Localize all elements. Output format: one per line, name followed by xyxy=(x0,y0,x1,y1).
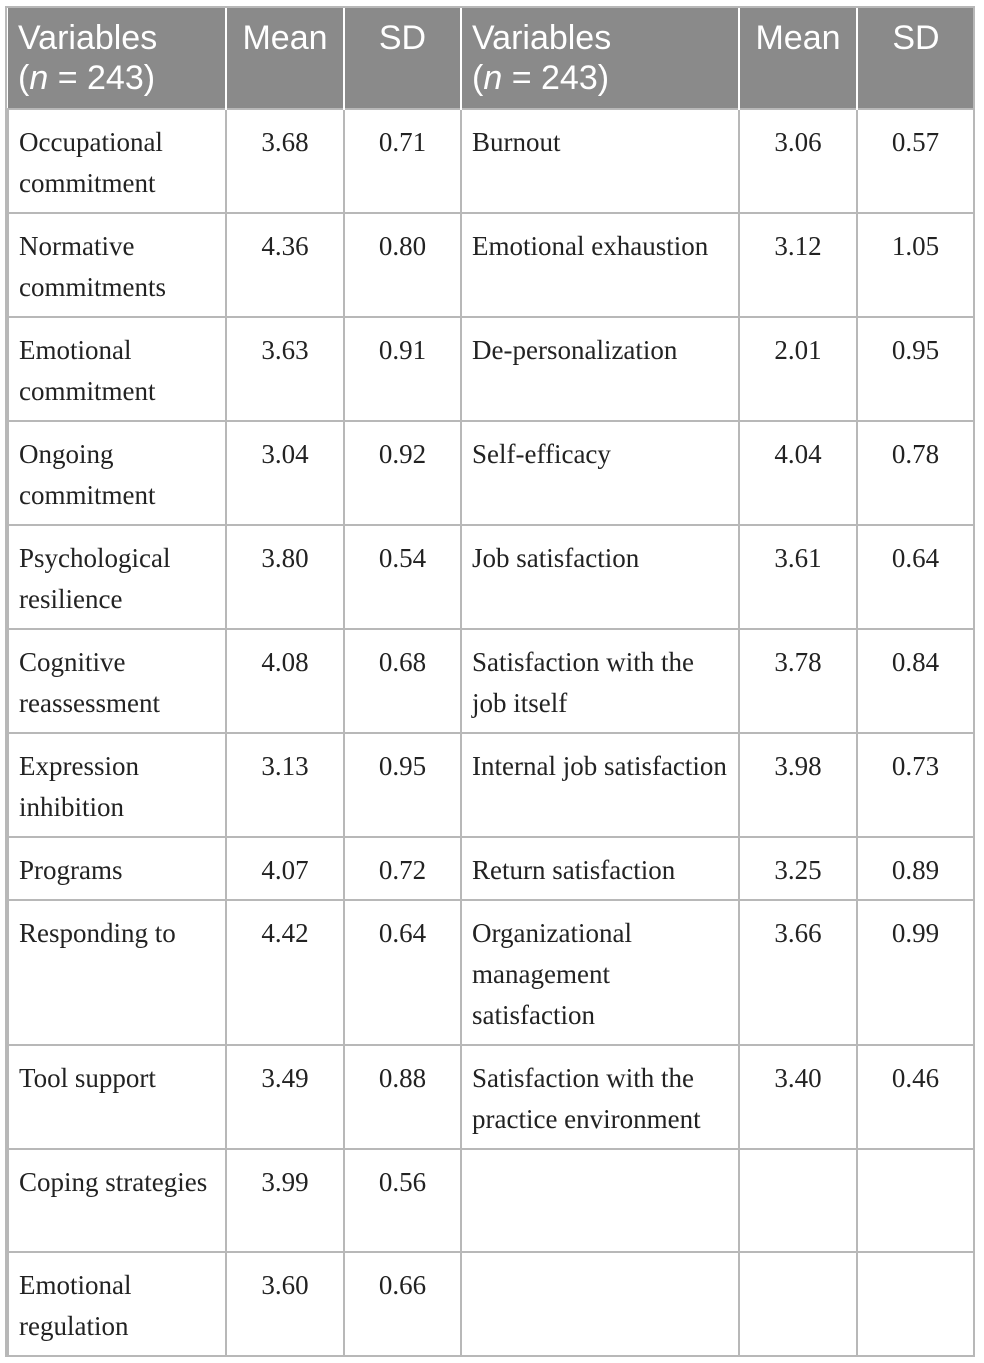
header-n-rest: = 243) xyxy=(502,59,610,97)
left-variable-name: Emotional regulation xyxy=(8,1252,226,1356)
right-mean-value: 3.78 xyxy=(739,629,857,733)
header-mean-left: Mean xyxy=(226,8,344,109)
table-row xyxy=(8,1252,974,1356)
table-row xyxy=(8,900,974,1045)
right-variable-name: Organizational management satisfaction xyxy=(461,900,739,1045)
table-row xyxy=(8,213,974,317)
right-sd-value: 0.95 xyxy=(857,317,974,421)
left-sd-value: 0.92 xyxy=(344,421,461,525)
left-variable-name: Tool support xyxy=(8,1045,226,1149)
right-variable-name: Satisfaction with the job itself xyxy=(461,629,739,733)
table-row xyxy=(8,837,974,900)
right-variable-name: Burnout xyxy=(461,109,739,213)
header-variables-label: Variables xyxy=(472,19,612,57)
right-mean-value: 4.04 xyxy=(739,421,857,525)
header-n-italic: n xyxy=(483,59,503,97)
left-sd-value: 0.88 xyxy=(344,1045,461,1149)
empty-cell xyxy=(739,1252,857,1356)
left-variable-name: Emotional commitment xyxy=(8,317,226,421)
header-mean-right: Mean xyxy=(739,8,857,109)
header-n-rest: = 243) xyxy=(48,59,156,97)
left-mean-value: 4.42 xyxy=(226,900,344,1045)
right-mean-value: 3.12 xyxy=(739,213,857,317)
left-sd-value: 0.71 xyxy=(344,109,461,213)
left-sd-value: 0.72 xyxy=(344,837,461,900)
table-row xyxy=(8,733,974,837)
right-variable-name: Self-efficacy xyxy=(461,421,739,525)
left-sd-value: 0.54 xyxy=(344,525,461,629)
left-sd-value: 0.56 xyxy=(344,1149,461,1252)
left-mean-value: 4.07 xyxy=(226,837,344,900)
left-mean-value: 3.60 xyxy=(226,1252,344,1356)
left-mean-value: 3.13 xyxy=(226,733,344,837)
empty-cell xyxy=(857,1252,974,1356)
left-mean-value: 3.99 xyxy=(226,1149,344,1252)
table-row xyxy=(8,1149,974,1252)
left-mean-value: 3.49 xyxy=(226,1045,344,1149)
left-mean-value: 4.36 xyxy=(226,213,344,317)
right-sd-value: 0.46 xyxy=(857,1045,974,1149)
left-variable-name: Cognitive reassessment xyxy=(8,629,226,733)
left-mean-value: 3.68 xyxy=(226,109,344,213)
table-row xyxy=(8,421,974,525)
empty-cell xyxy=(739,1149,857,1252)
right-variable-name: Return satisfaction xyxy=(461,837,739,900)
header-row xyxy=(8,8,974,109)
left-variable-name: Occupational commitment xyxy=(8,109,226,213)
right-sd-value: 0.89 xyxy=(857,837,974,900)
right-variable-name: Internal job satisfaction xyxy=(461,733,739,837)
header-n-open: ( xyxy=(472,59,484,97)
left-variable-name: Normative commitments xyxy=(8,213,226,317)
left-variable-name: Responding to xyxy=(8,900,226,1045)
table-row xyxy=(8,109,974,213)
table-row xyxy=(8,1045,974,1149)
right-variable-name: Satisfaction with the practice environment xyxy=(461,1045,739,1149)
right-sd-value: 0.57 xyxy=(857,109,974,213)
left-variable-name: Ongoing commitment xyxy=(8,421,226,525)
table-row xyxy=(8,629,974,733)
left-mean-value: 3.04 xyxy=(226,421,344,525)
descriptive-statistics-table xyxy=(5,6,975,1357)
stats-table xyxy=(7,8,975,1357)
left-variable-name: Psychological resilience xyxy=(8,525,226,629)
table-row xyxy=(8,317,974,421)
left-sd-value: 0.66 xyxy=(344,1252,461,1356)
right-mean-value: 2.01 xyxy=(739,317,857,421)
right-variable-name: Emotional exhaustion xyxy=(461,213,739,317)
left-sd-value: 0.80 xyxy=(344,213,461,317)
header-n-italic: n xyxy=(29,59,49,97)
right-variable-name: De-personalization xyxy=(461,317,739,421)
header-variables-left xyxy=(8,8,226,109)
table-row xyxy=(8,525,974,629)
right-sd-value: 0.64 xyxy=(857,525,974,629)
right-mean-value: 3.25 xyxy=(739,837,857,900)
left-mean-value: 4.08 xyxy=(226,629,344,733)
header-sd-left: SD xyxy=(344,8,461,109)
left-sd-value: 0.95 xyxy=(344,733,461,837)
left-variable-name: Coping strategies xyxy=(8,1149,226,1252)
header-n-open: ( xyxy=(18,59,30,97)
left-variable-name: Expression inhibition xyxy=(8,733,226,837)
right-mean-value: 3.61 xyxy=(739,525,857,629)
right-sd-value: 0.78 xyxy=(857,421,974,525)
right-sd-value: 1.05 xyxy=(857,213,974,317)
left-sd-value: 0.91 xyxy=(344,317,461,421)
right-sd-value: 0.73 xyxy=(857,733,974,837)
left-mean-value: 3.80 xyxy=(226,525,344,629)
empty-cell xyxy=(857,1149,974,1252)
header-variables-label: Variables xyxy=(18,19,158,57)
right-mean-value: 3.40 xyxy=(739,1045,857,1149)
right-variable-name: Job satisfaction xyxy=(461,525,739,629)
right-mean-value: 3.66 xyxy=(739,900,857,1045)
left-variable-name: Programs xyxy=(8,837,226,900)
header-variables-right xyxy=(461,8,739,109)
header-sd-right: SD xyxy=(857,8,974,109)
right-sd-value: 0.99 xyxy=(857,900,974,1045)
right-sd-value: 0.84 xyxy=(857,629,974,733)
left-mean-value: 3.63 xyxy=(226,317,344,421)
right-mean-value: 3.06 xyxy=(739,109,857,213)
left-sd-value: 0.68 xyxy=(344,629,461,733)
empty-cell xyxy=(461,1252,739,1356)
left-sd-value: 0.64 xyxy=(344,900,461,1045)
right-mean-value: 3.98 xyxy=(739,733,857,837)
empty-cell xyxy=(461,1149,739,1252)
